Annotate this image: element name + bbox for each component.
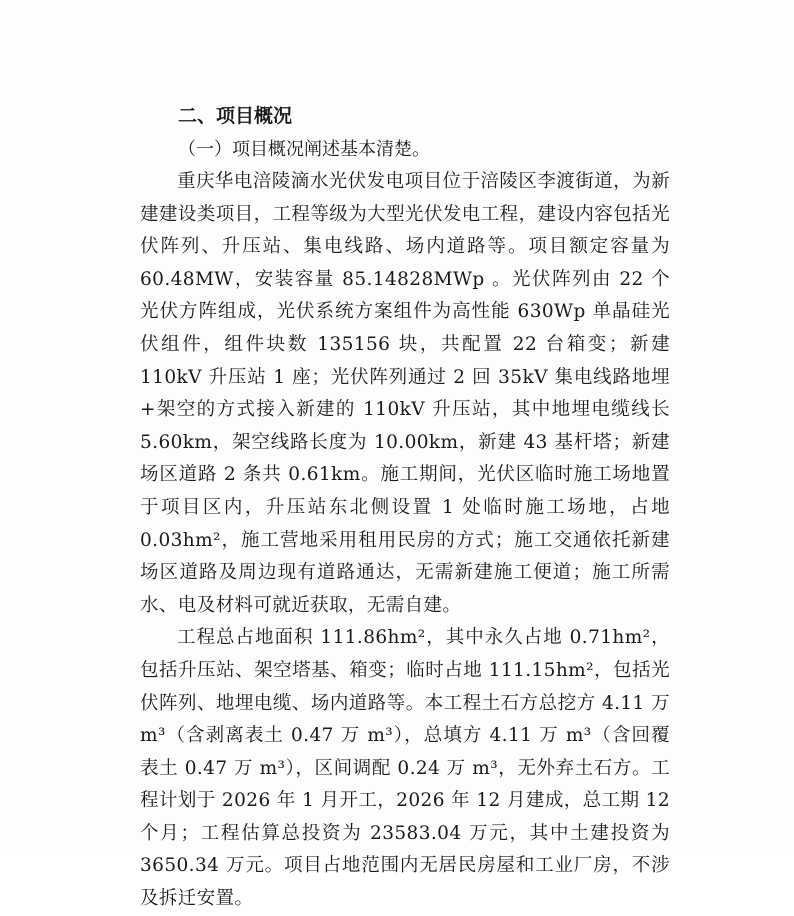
- document-content: [140, 98, 670, 916]
- section-heading: 二、项目概况: [178, 105, 293, 127]
- section-subheading: （一）项目概况阐述基本清楚。: [178, 139, 430, 160]
- paragraph-project-overview: 重庆华电涪陵滴水光伏发电项目位于涪陵区李渡街道，为新建建设类项目，工程等级为大型光伏发电工程，建设内容包括光伏阵列、升压站、集电线路、场内道路等。项目额定容量为60.48MW，安装容量 85.14828MWp 。光伏阵列由 22 个光伏方阵组成，光伏系统方案组件为高性能 630Wp 单晶硅光伏组件，组件块数 135156 块，共配置 22 台箱变；新建 110kV 升压站 1 座；光伏阵列通过 2 回 35kV 集电线路地埋+架空的方式接入新建的 110kV 升压站，其中地埋电缆线长 5.60km，架空线路长度为 10.00km，新建 43 基杆塔；新建场区道路 2 条共 0.61km。施工期间，光伏区临时施工场地置于项目区内，升压站东北侧设置 1 处临时施工场地，占地 0.03hm²，施工营地采用租用民房的方式；施工交通依托新建场区道路及周边现有道路通达，无需新建施工便道；施工所需水、电及材料可就近获取，无需自建。: [140, 171, 670, 616]
- paragraph-land-and-investment: 工程总占地面积 111.86hm²，其中永久占地 0.71hm²，包括升压站、架空塔基、箱变；临时占地 111.15hm²，包括光伏阵列、地埋电缆、场内道路等。本工程土石方总挖方 4.11 万 m³（含剥离表土 0.47 万 m³），总填方 4.11 万 m³（含回覆表土 0.47 万 m³），区间调配 0.24 万 m³，无外弃土石方。工程计划于 2026 年 1 月开工，2026 年 12 月建成，总工期 12 个月；工程估算总投资为 23583.04 万元，其中土建投资为 3650.34 万元。项目占地范围内无居民房屋和工业厂房，不涉及拆迁安置。: [140, 627, 670, 910]
